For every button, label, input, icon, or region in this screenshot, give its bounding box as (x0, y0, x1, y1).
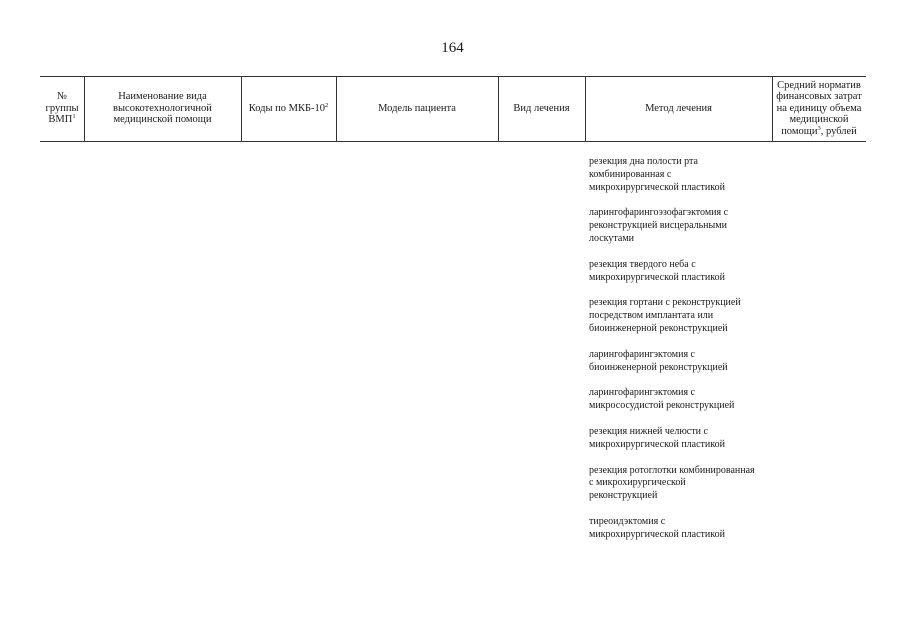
header-patient-model (336, 76, 498, 141)
list-item: ларингофарингэктомия с биоинженерной реконструкцией (589, 348, 728, 373)
header-treatment-method-text: Метод лечения (645, 102, 712, 114)
list-item: ларингофарингэктомия с микрососудистой реконструкцией (589, 387, 735, 412)
header-care-type-text: Наименование вида высокотехнологичной медицинской помощи (113, 91, 212, 126)
list-item: резекция твердого неба с микрохирургической пластикой (589, 258, 725, 283)
header-treatment-kind-text: Вид лечения (513, 102, 570, 114)
header-icd-codes (241, 76, 336, 141)
header-cost-standard-text: Средний норматив финансовых затрат на единицу объема медицинской помощи (776, 79, 862, 137)
list-item: резекция нижней челюсти с микрохирургической пластикой (589, 425, 725, 450)
list-item: тиреоидэктомия с микрохирургической пластикой (589, 515, 725, 540)
treatment-methods-list (589, 156, 779, 555)
list-item: резекция ротоглотки комбинированная с микрохирургической реконструкцией (589, 464, 755, 502)
footnote-2: 2 (325, 101, 329, 109)
header-group-number-text: № группы ВМП (45, 91, 79, 126)
list-item: ларингофарингоэзофагэктомия с реконструкцией висцеральными лоскутами (589, 207, 729, 244)
header-cost-standard (772, 76, 866, 141)
header-patient-model-text: Модель пациента (378, 102, 456, 114)
header-group-number (40, 76, 84, 141)
header-cost-standard-suffix: , рублей (820, 125, 857, 137)
footnote-3: 3 (817, 124, 821, 132)
header-treatment-method (585, 76, 772, 141)
footnote-1: 1 (72, 113, 76, 121)
list-item: резекция гортани с реконструкцией посредством имплантата или биоинженерной реконструкцией (589, 297, 741, 334)
page-number: 164 (441, 40, 464, 56)
list-item: резекция дна полости рта комбинированная с микрохирургической пластикой (589, 156, 725, 193)
header-care-type (84, 76, 241, 141)
header-treatment-kind (498, 76, 585, 141)
header-icd-codes-text: Коды по МКБ-10 (248, 102, 326, 114)
table-header-bottom-rule (40, 141, 866, 142)
